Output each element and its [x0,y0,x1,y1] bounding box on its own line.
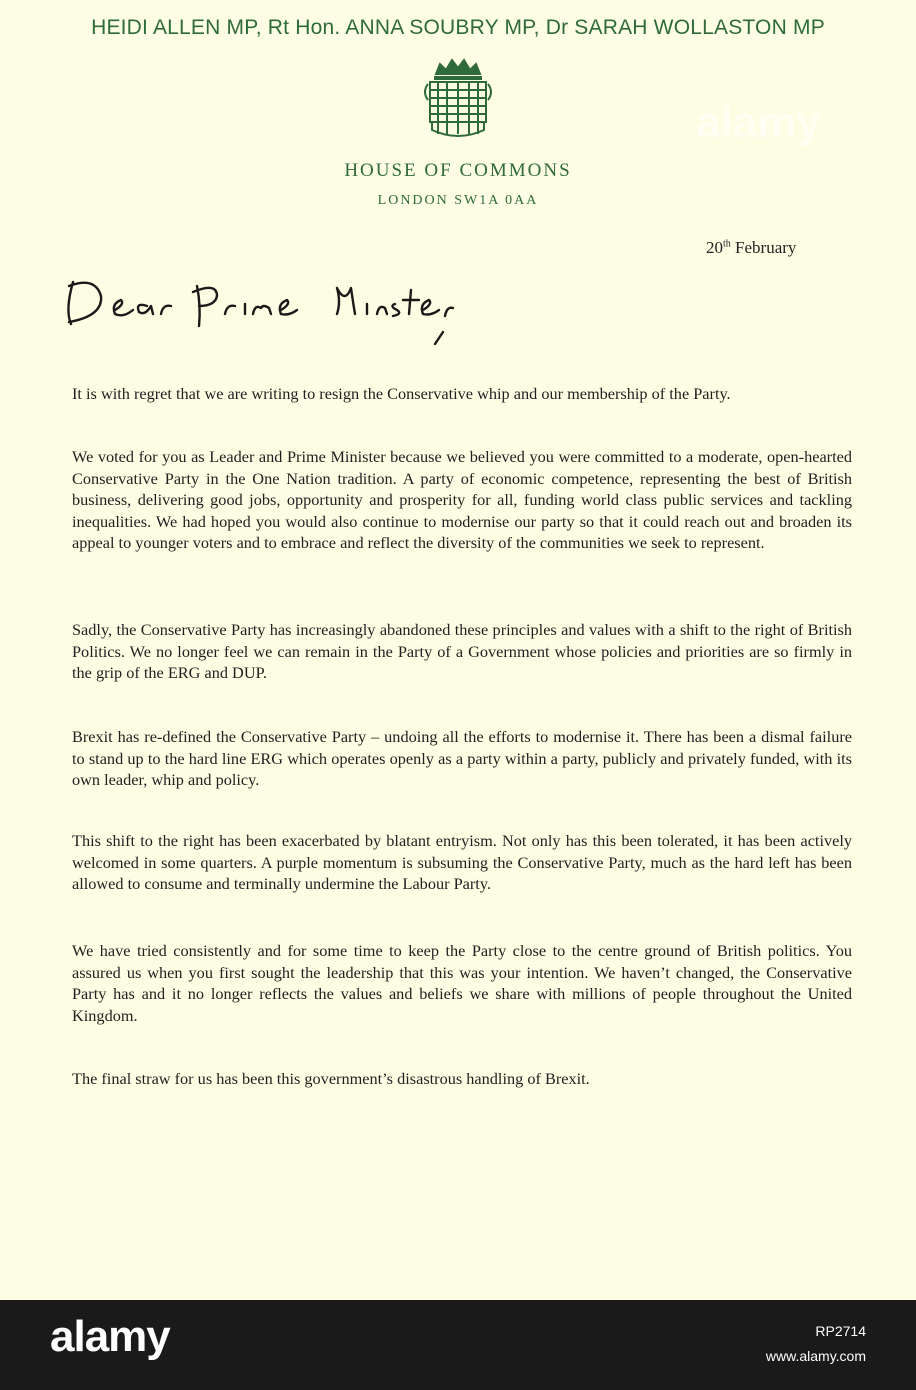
paragraph-4: Brexit has re-defined the Conservative Party – undoing all the efforts to modernise it. There has been a dismal failure to stand up to the hard line ERG which operates openly as a party within a party, publicly and privately funded, with its own leader, whip and policy. [72,727,852,789]
date-month: February [735,238,797,257]
paragraph-6: We have tried consistently and for some time to keep the Party close to the centre ground of British politics. You assured us when you first sought the leadership that this was your intention. We haven’t changed, the Conservative Party has and it no longer reflects the values and beliefs we share with millions of people throughout the United Kingdom. [72,941,852,1025]
paragraph-7: The final straw for us has been this government’s disastrous handling of Brexit. [72,1069,590,1088]
portcullis-icon [422,56,494,140]
handwritten-salutation [55,270,455,352]
paragraph-2: We voted for you as Leader and Prime Minister because we believed you were committed to a moderate, open-hearted Conservative Party in the One Nation tradition. A party of economic competence, representing the best of British business, delivering good jobs, opportunity and prosperity for all, funding world class public services and tackling inequalities. We had hoped you would also continue to modernise our party so that it could reach out and broaden its appeal to younger voters and to embrace and reflect the diversity of the communities we seek to represent. [72,447,852,552]
paragraph-3: Sadly, the Conservative Party has increasingly abandoned these principles and values with a shift to the right of British Politics. We no longer feel we can remain in the Party of a Government whose policies and priorities are so firmly in the grip of the ERG and DUP. [72,620,852,682]
paragraph-5: This shift to the right has been exacerbated by blatant entryism. Not only has this been tolerated, it has been actively welcomed in some quarters. A purple momentum is subsuming the Conservative Party, much as the hard left has been allowed to consume and terminally undermine the Labour Party. [72,831,852,893]
letterhead-address: LONDON SW1A 0AA [377,193,539,208]
paragraph-1: It is with regret that we are writing to resign the Conservative whip and our membership of the Party. [72,384,731,403]
alamy-watermark: alamy [696,98,821,147]
alamy-url[interactable]: www.alamy.com [765,1348,866,1364]
alamy-logo: alamy [50,1312,170,1361]
letter-date [706,238,796,258]
letterhead-senders: HEIDI ALLEN MP, Rt Hon. ANNA SOUBRY MP, Dr SARAH WOLLASTON MP [91,16,825,39]
image-code: RP2714 [815,1323,866,1339]
house-of-commons-title: HOUSE OF COMMONS [344,160,572,181]
date-suffix: th [723,238,731,250]
date-day: 20 [706,238,723,257]
